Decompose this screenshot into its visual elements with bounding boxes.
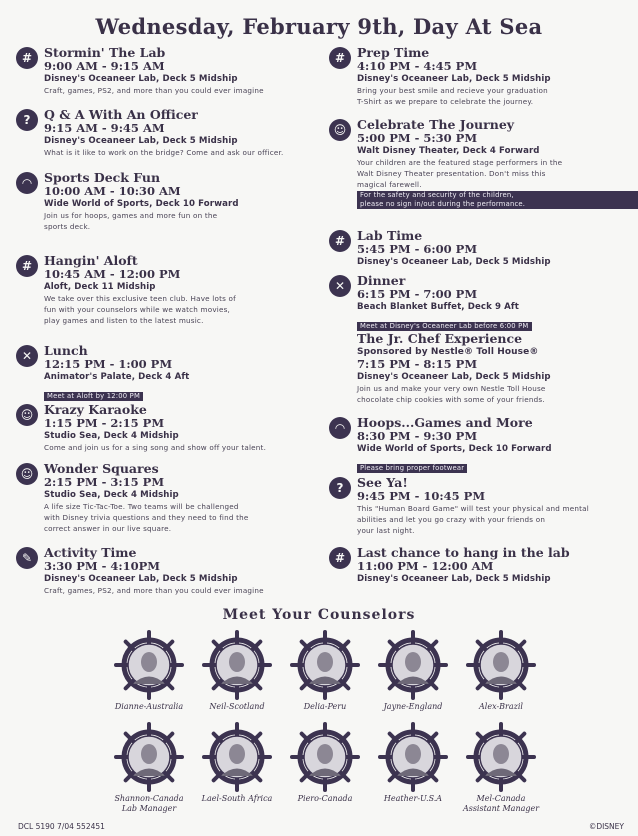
event-q-and-a: [16, 108, 328, 158]
event-desc: Walt Disney Theater presentation. Don't miss this: [357, 169, 546, 178]
event-desc: We take over this exclusive teen club. Have lots of: [44, 294, 236, 303]
event-time: 9:00 AM - 9:15 AM: [44, 59, 165, 73]
event-location: Disney's Oceaneer Lab, Deck 5 Midship: [357, 74, 551, 84]
ship-wheel-photo-icon: [114, 630, 184, 700]
event-location: Disney's Oceaneer Lab, Deck 5 Midship: [44, 574, 238, 584]
event-name: The Jr. Chef Experience: [357, 331, 523, 346]
sports-icon: ◠: [329, 417, 351, 439]
counselor-card: [281, 630, 369, 712]
event-name: Hangin' Aloft: [44, 253, 138, 268]
event-desc: Join us and make your very own Nestle Toll House: [357, 384, 546, 393]
event-time: 10:45 AM - 12:00 PM: [44, 267, 181, 281]
ship-wheel-photo-icon: [114, 722, 184, 792]
event-name: Q & A With An Officer: [44, 107, 198, 122]
event-note: Please bring proper footwear: [357, 464, 467, 473]
ship-wheel-photo-icon: [378, 722, 448, 792]
event-name: Stormin' The Lab: [44, 45, 166, 60]
drama-masks-icon: ☺: [16, 404, 38, 426]
counselor-name: Lael-South Africa: [201, 794, 273, 803]
event-note: Meet at Disney's Oceaneer Lab before 6:00 PM: [357, 322, 532, 331]
event-name: Hoops...Games and More: [357, 415, 533, 430]
event-desc: magical farewell.: [357, 180, 422, 189]
event-name: Lab Time: [357, 228, 423, 243]
event-name: Celebrate The Journey: [357, 117, 515, 132]
event-location: Disney's Oceaneer Lab, Deck 5 Midship: [357, 257, 551, 267]
event-time: 6:15 PM - 7:00 PM: [357, 287, 478, 301]
event-hoops-games-and-more: [329, 416, 629, 474]
event-location: Aloft, Deck 11 Midship: [44, 282, 156, 292]
event-note: Meet at Aloft by 12:00 PM: [44, 392, 143, 401]
event-location: Studio Sea, Deck 4 Midship: [44, 490, 179, 500]
event-time: 11:00 PM - 12:00 AM: [357, 559, 494, 573]
event-location: Beach Blanket Buffet, Deck 9 Aft: [357, 302, 519, 312]
event-desc: T-Shirt as we prepare to celebrate the journey.: [357, 97, 534, 106]
event-dinner: [329, 274, 629, 332]
event-desc: play games and listen to the latest music.: [44, 316, 204, 325]
counselor-card: [105, 630, 193, 712]
event-name: See Ya!: [357, 475, 408, 490]
event-jr-chef-experience: [329, 332, 629, 405]
event-time: 7:15 PM - 8:15 PM: [357, 357, 478, 371]
drama-masks-icon: ☺: [329, 119, 351, 141]
ship-wheel-photo-icon: [290, 630, 360, 700]
event-location: Wide World of Sports, Deck 10 Forward: [357, 444, 552, 454]
event-desc: This "Human Board Game" will test your physical and mental: [357, 504, 589, 513]
hash-icon: #: [329, 230, 351, 252]
event-time: 8:30 PM - 9:30 PM: [357, 429, 478, 443]
question-icon: ?: [16, 109, 38, 131]
event-time: 5:00 PM - 5:30 PM: [357, 131, 478, 145]
palette-icon: ✎: [16, 547, 38, 569]
counselor-role: Lab Manager: [121, 804, 177, 813]
event-krazy-karaoke: [16, 403, 328, 453]
counselor-name: Shannon-Canada: [114, 794, 184, 803]
counselor-role: Assistant Manager: [462, 804, 540, 813]
event-time: 3:30 PM - 4:10PM: [44, 559, 161, 573]
counselor-card: [369, 630, 457, 712]
event-stormin-the-lab: [16, 46, 328, 96]
event-see-ya: [329, 476, 629, 536]
footer-brand: ©DISNEY: [588, 822, 624, 831]
event-desc: correct answer in our live square.: [44, 524, 172, 533]
event-time: 12:15 PM - 1:00 PM: [44, 357, 173, 371]
event-activity-time: [16, 546, 328, 596]
counselors-title: Meet Your Counselors: [222, 607, 416, 623]
counselor-name: Dianne-Australia: [114, 702, 184, 711]
utensils-icon: ✕: [16, 345, 38, 367]
event-desc: your last night.: [357, 526, 415, 535]
hash-icon: #: [329, 547, 351, 569]
footer-code: DCL 5190 7/04 552451: [18, 822, 105, 831]
counselor-card: [457, 630, 545, 712]
event-desc: chocolate chip cookies with some of your friends.: [357, 395, 545, 404]
event-name: Wonder Squares: [44, 461, 159, 476]
event-note: For the safety and security of the children,: [357, 191, 638, 200]
counselor-name: Delia-Peru: [303, 702, 347, 711]
counselor-card: [369, 722, 457, 804]
event-desc: Join us for hoops, games and more fun on the: [44, 211, 218, 220]
event-desc: What is it like to work on the bridge? Come and ask our officer.: [44, 148, 284, 157]
counselor-name: Mel-Canada: [476, 794, 526, 803]
event-lab-time: [329, 229, 629, 268]
event-name: Dinner: [357, 273, 406, 288]
question-icon: ?: [329, 477, 351, 499]
event-name: Activity Time: [44, 545, 137, 560]
event-location: Studio Sea, Deck 4 Midship: [44, 431, 179, 441]
event-wonder-squares: [16, 462, 328, 534]
event-name: Lunch: [44, 343, 88, 358]
event-lunch: [16, 344, 328, 402]
event-desc: Come and join us for a sing song and show off your talent.: [44, 443, 267, 452]
event-name: Sports Deck Fun: [44, 170, 161, 185]
hash-icon: #: [16, 47, 38, 69]
event-sponsor: Sponsored by Nestle® Toll House®: [357, 347, 539, 357]
ship-wheel-photo-icon: [466, 722, 536, 792]
event-hangin-aloft: [16, 254, 328, 326]
utensils-icon: ✕: [329, 275, 351, 297]
event-desc: Your children are the featured stage performers in the: [357, 158, 563, 167]
event-note: please no sign in/out during the performance.: [357, 200, 638, 209]
ship-wheel-photo-icon: [378, 630, 448, 700]
event-desc: fun with your counselors while we watch movies,: [44, 305, 231, 314]
event-desc: abilities and let you go crazy with your friends on: [357, 515, 546, 524]
ship-wheel-photo-icon: [202, 722, 272, 792]
event-celebrate-the-journey: [329, 118, 629, 209]
event-location: Disney's Oceaneer Lab, Deck 5 Midship: [357, 372, 551, 382]
hash-icon: #: [329, 47, 351, 69]
event-time: 10:00 AM - 10:30 AM: [44, 184, 181, 198]
hash-icon: #: [16, 255, 38, 277]
counselor-name: Heather-U.S.A: [383, 794, 443, 803]
drama-masks-icon: ☺: [16, 463, 38, 485]
counselor-card: [193, 630, 281, 712]
event-time: 9:15 AM - 9:45 AM: [44, 121, 165, 135]
counselor-card: [193, 722, 281, 804]
event-time: 2:15 PM - 3:15 PM: [44, 475, 165, 489]
event-name: Krazy Karaoke: [44, 402, 147, 417]
event-sports-deck-fun: [16, 171, 328, 232]
event-location: Disney's Oceaneer Lab, Deck 5 Midship: [44, 74, 238, 84]
event-prep-time: [329, 46, 629, 107]
event-time: 1:15 PM - 2:15 PM: [44, 416, 165, 430]
ship-wheel-photo-icon: [202, 630, 272, 700]
event-location: Wide World of Sports, Deck 10 Forward: [44, 199, 239, 209]
event-name: Last chance to hang in the lab: [357, 545, 570, 560]
event-desc: Bring your best smile and recieve your graduation: [357, 86, 548, 95]
event-location: Disney's Oceaneer Lab, Deck 5 Midship: [357, 574, 551, 584]
counselor-name: Piero-Canada: [297, 794, 353, 803]
event-desc: A life size Tic-Tac-Toe. Two teams will be challenged: [44, 502, 239, 511]
ship-wheel-photo-icon: [290, 722, 360, 792]
event-location: Animator's Palate, Deck 4 Aft: [44, 372, 190, 382]
counselor-name: Jayne-England: [383, 702, 443, 711]
counselor-name: Neil-Scotland: [209, 702, 265, 711]
ship-wheel-photo-icon: [466, 630, 536, 700]
event-desc: sports deck.: [44, 222, 91, 231]
event-name: Prep Time: [357, 45, 430, 60]
event-time: 5:45 PM - 6:00 PM: [357, 242, 478, 256]
event-time: 4:10 PM - 4:45 PM: [357, 59, 478, 73]
counselor-name: Alex-Brazil: [479, 702, 523, 711]
event-last-chance-lab: [329, 546, 629, 585]
page-title: Wednesday, February 9th, Day At Sea: [95, 14, 543, 39]
event-time: 9:45 PM - 10:45 PM: [357, 489, 486, 503]
counselor-card: [457, 722, 545, 814]
event-desc: Craft, games, PS2, and more than you could ever imagine: [44, 86, 264, 95]
sports-icon: ◠: [16, 172, 38, 194]
counselor-card: [281, 722, 369, 804]
event-desc: Craft, games, PS2, and more than you could ever imagine: [44, 586, 264, 595]
counselor-card: [105, 722, 193, 814]
event-desc: with Disney trivia questions and they need to find the: [44, 513, 249, 522]
event-location: Disney's Oceaneer Lab, Deck 5 Midship: [44, 136, 238, 146]
event-location: Walt Disney Theater, Deck 4 Forward: [357, 146, 540, 156]
